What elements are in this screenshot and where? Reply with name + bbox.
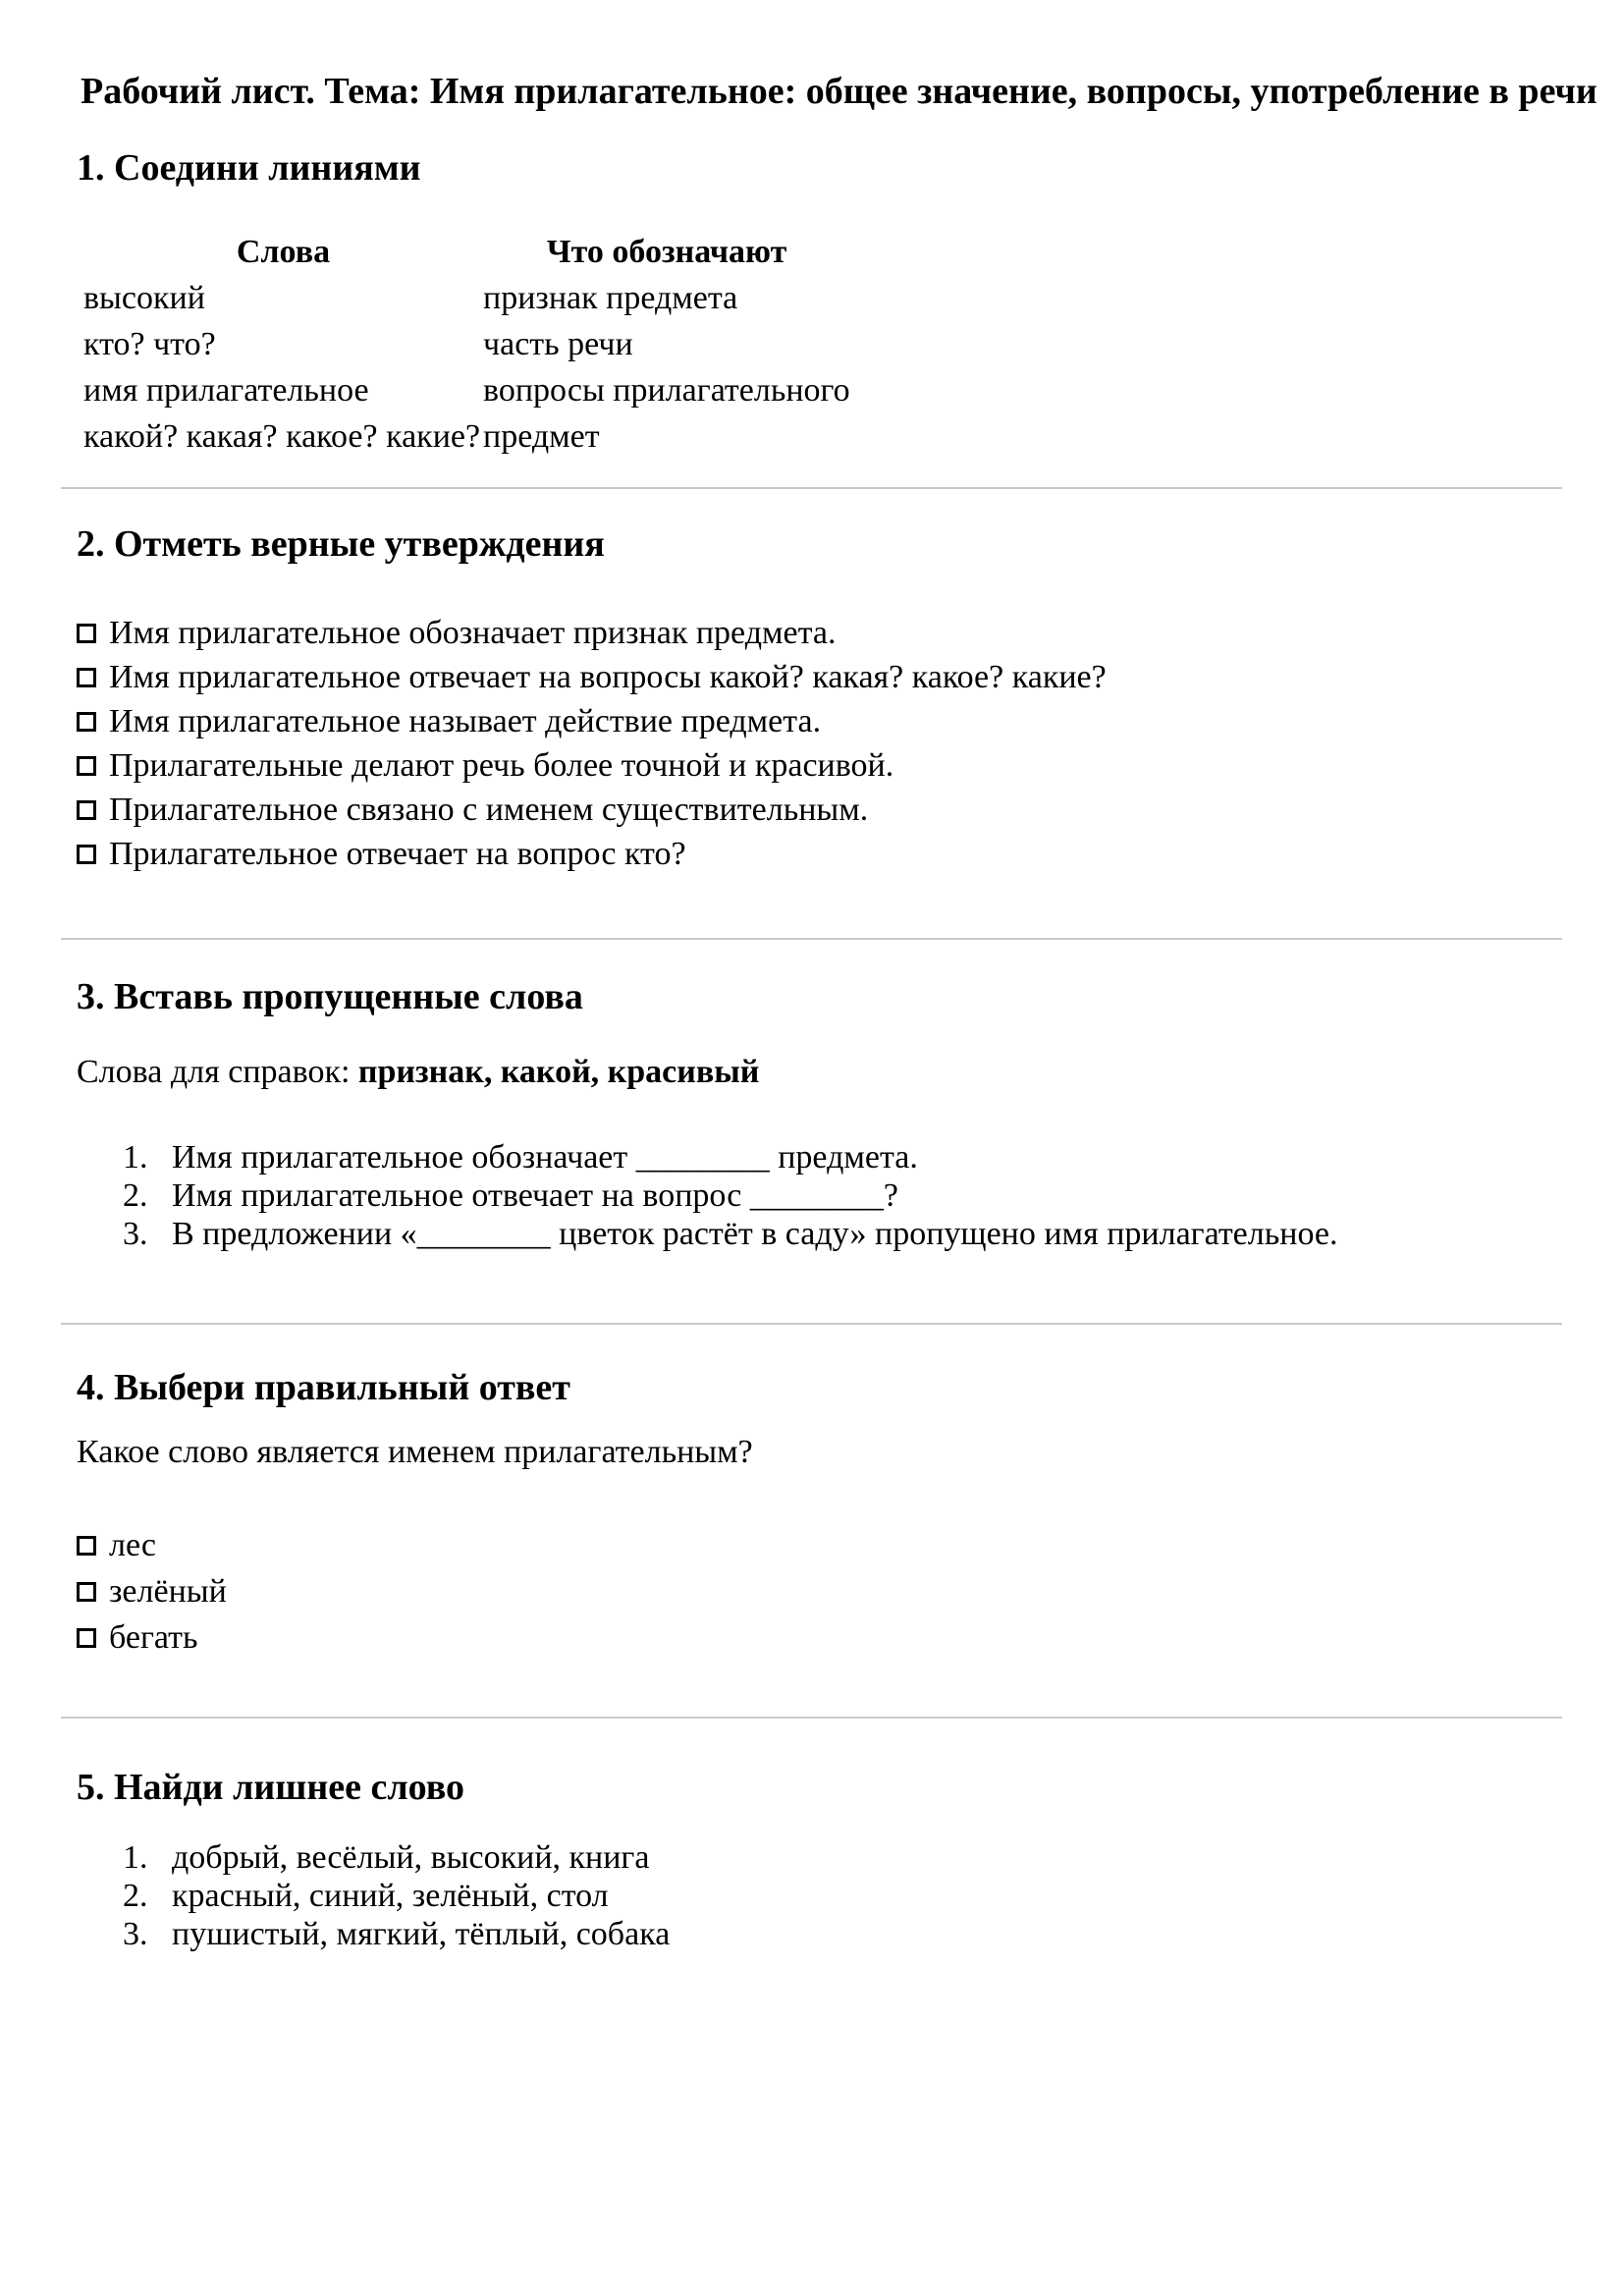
word-row[interactable]: добрый, весёлый, высокий, книга bbox=[172, 1839, 650, 1876]
matching-row bbox=[83, 367, 850, 413]
fill-in-sentence[interactable]: Имя прилагательное отвечает на вопрос ________? bbox=[172, 1177, 898, 1214]
list-item-number: 2. bbox=[123, 1878, 148, 1914]
reference-words-label: Слова для справок: bbox=[77, 1054, 358, 1090]
section-divider bbox=[61, 938, 1562, 940]
matching-table bbox=[83, 229, 850, 460]
reference-words: признак, какой, красивый bbox=[357, 1054, 760, 1090]
matching-left-term[interactable]: кто? что? bbox=[83, 326, 216, 362]
fill-in-sentence[interactable]: Имя прилагательное обозначает ________ предмета. bbox=[172, 1139, 918, 1175]
checkbox-item[interactable] bbox=[77, 611, 1107, 655]
matching-row bbox=[83, 413, 850, 460]
checkbox-label: зелёный bbox=[109, 1572, 227, 1610]
checkbox-label: бегать bbox=[109, 1618, 198, 1656]
list-item bbox=[123, 1138, 1337, 1176]
matching-left-term[interactable]: какой? какая? какое? какие? bbox=[83, 418, 481, 455]
checkbox-item[interactable] bbox=[77, 699, 1107, 743]
section-5-heading: 5. Найди лишнее слово bbox=[77, 1767, 464, 1808]
checkbox-item[interactable] bbox=[77, 1522, 227, 1568]
checkbox-item[interactable] bbox=[77, 655, 1107, 699]
checkbox-label: Имя прилагательное называет действие предмета. bbox=[109, 702, 822, 739]
matching-header-row bbox=[83, 229, 850, 275]
list-item-number: 2. bbox=[123, 1177, 148, 1214]
section-divider bbox=[61, 487, 1562, 489]
checkbox-label: Прилагательные делают речь более точной и красивой. bbox=[109, 746, 894, 784]
odd-word-list bbox=[123, 1838, 670, 1953]
reference-words-line bbox=[77, 1052, 759, 1093]
checkbox-item[interactable] bbox=[77, 1614, 227, 1661]
list-item bbox=[123, 1215, 1337, 1253]
list-item bbox=[123, 1915, 670, 1953]
matching-row bbox=[83, 275, 850, 321]
list-item bbox=[123, 1877, 670, 1915]
checkbox-label: лес bbox=[109, 1526, 156, 1563]
statements-checklist bbox=[77, 611, 1107, 876]
checkbox-icon[interactable] bbox=[77, 1582, 96, 1602]
word-row[interactable]: пушистый, мягкий, тёплый, собака bbox=[172, 1916, 671, 1952]
matching-left-term[interactable]: имя прилагательное bbox=[83, 372, 369, 409]
checkbox-label: Прилагательное отвечает на вопрос кто? bbox=[109, 835, 686, 872]
checkbox-item[interactable] bbox=[77, 1568, 227, 1614]
list-item bbox=[123, 1838, 670, 1877]
matching-left-term[interactable]: высокий bbox=[83, 280, 205, 316]
question-text: Какое слово является именем прилагательным? bbox=[77, 1434, 753, 1470]
fill-in-sentence[interactable]: В предложении «________ цветок растёт в саду» пропущено имя прилагательное. bbox=[172, 1216, 1338, 1252]
checkbox-item[interactable] bbox=[77, 743, 1107, 788]
checkbox-icon[interactable] bbox=[77, 845, 96, 864]
answer-options-checklist bbox=[77, 1522, 227, 1661]
section-2-heading: 2. Отметь верные утверждения bbox=[77, 523, 605, 565]
list-item-number: 1. bbox=[123, 1139, 148, 1175]
section-3-heading: 3. Вставь пропущенные слова bbox=[77, 976, 583, 1017]
checkbox-icon[interactable] bbox=[77, 1628, 96, 1648]
section-4-heading: 4. Выбери правильный ответ bbox=[77, 1367, 570, 1408]
fill-in-list bbox=[123, 1138, 1337, 1253]
checkbox-label: Прилагательное связано с именем существительным. bbox=[109, 791, 869, 828]
section-divider bbox=[61, 1717, 1562, 1719]
section-1-heading: 1. Соедини линиями bbox=[77, 147, 421, 189]
word-row[interactable]: красный, синий, зелёный, стол bbox=[172, 1878, 609, 1914]
matching-right-term[interactable]: предмет bbox=[483, 418, 600, 455]
matching-right-term[interactable]: вопросы прилагательного bbox=[483, 372, 850, 409]
list-item-number: 1. bbox=[123, 1839, 148, 1876]
list-item-number: 3. bbox=[123, 1216, 148, 1252]
list-item bbox=[123, 1176, 1337, 1215]
checkbox-icon[interactable] bbox=[77, 756, 96, 776]
checkbox-icon[interactable] bbox=[77, 624, 96, 643]
checkbox-icon[interactable] bbox=[77, 668, 96, 687]
page-title: Рабочий лист. Тема: Имя прилагательное: общее значение, вопросы, употребление в речи bbox=[81, 71, 1597, 112]
matching-col-left-header: Слова bbox=[236, 234, 331, 270]
list-item-number: 3. bbox=[123, 1916, 148, 1952]
checkbox-item[interactable] bbox=[77, 832, 1107, 876]
section-divider bbox=[61, 1323, 1562, 1325]
checkbox-icon[interactable] bbox=[77, 1536, 96, 1556]
checkbox-icon[interactable] bbox=[77, 712, 96, 732]
matching-col-right-header: Что обозначают bbox=[546, 234, 787, 270]
matching-right-term[interactable]: часть речи bbox=[483, 326, 633, 362]
checkbox-item[interactable] bbox=[77, 788, 1107, 832]
matching-row bbox=[83, 321, 850, 367]
checkbox-label: Имя прилагательное обозначает признак предмета. bbox=[109, 614, 837, 651]
matching-right-term[interactable]: признак предмета bbox=[483, 280, 738, 316]
checkbox-label: Имя прилагательное отвечает на вопросы какой? какая? какое? какие? bbox=[109, 658, 1107, 695]
checkbox-icon[interactable] bbox=[77, 800, 96, 820]
